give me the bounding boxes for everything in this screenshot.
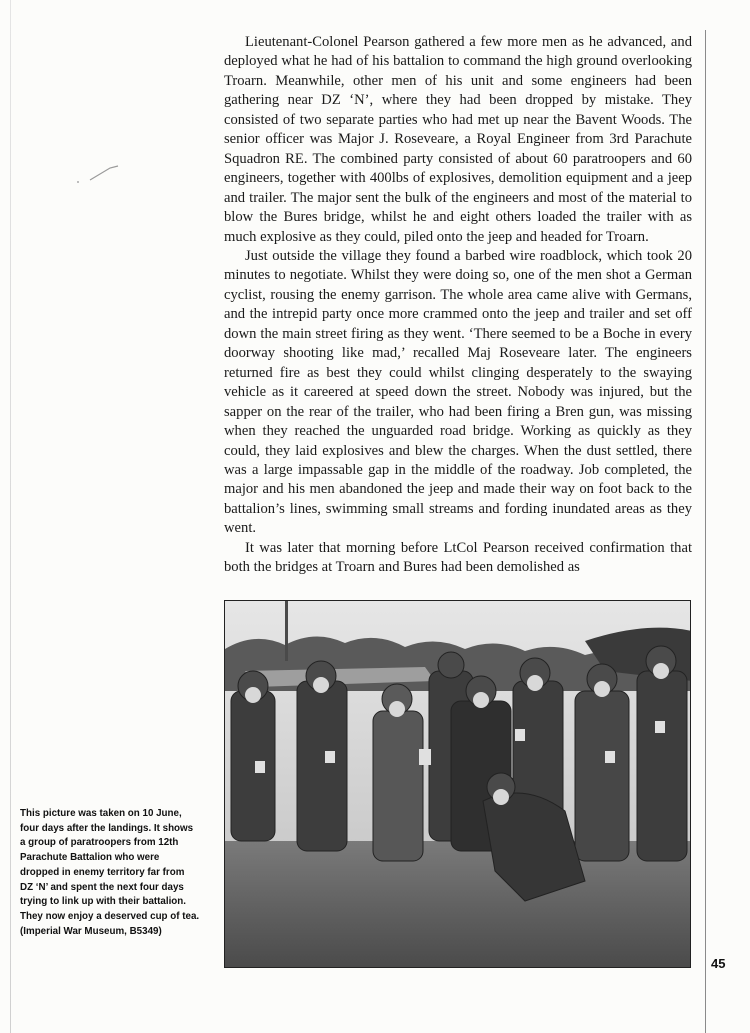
paragraph-2: Just outside the village they found a barbed wire roadblock, which took 20 minutes to negotiate. Whilst they were doing so, one of the men shot a German cyclist, rousing the enemy garrison. The whole area came alive with Germans, and the intrepid party once more crammed onto the jeep and trailer and set off down the main street firing as they went. ‘There seemed to be a Boche in every doorway shooting like mad,’ recalled Maj Roseveare later. The engineers returned fire as best they could whilst clinging desperately to the swaying vehicle as it careered at speed down the street. Nobody was injured, but the sapper on the rear of the trailer, who had been firing a Bren gun, was missing when they reached the unguarded road bridge. Working as quickly as they could, they laid explosives and blew the charges. When the dust settled, there was a large impassable gap in the middle of the roadway. Job completed, the major and his men abandoned the jeep and made their way on foot back to the battalion’s lines, swimming small streams and fording inundated areas as they went.: [224, 247, 692, 537]
photo-illustration: [225, 601, 691, 968]
paragraph-1: Lieutenant-Colonel Pearson gathered a few more men as he advanced, and deployed what he had of his battalion to command the high ground overlooking Troarn. Meanwhile, other men of his unit and some engineers had been gathering near DZ ‘N’, where they had been dropped by mistake. They consisted of two separate parties who had met up near the Bavent Woods. The senior officer was Major J. Roseveare, a Royal Engineer from 3rd Parachute Squadron RE. The combined party consisted of about 60 paratroopers and 60 engineers, together with 400lbs of explosives, demolition equipment and a jeep and trailer. The major sent the bulk of the engineers and most of the material to blow the Bures bridge, whilst he and eight others loaded the trailer with as much explosive as they could, piled onto the jeep and headed for Troarn.: [224, 34, 692, 245]
body-text-column: [224, 33, 692, 578]
scan-smudge: [70, 140, 130, 190]
page-number: 45: [711, 956, 726, 971]
page-left-edge: [10, 0, 11, 1033]
paratroopers-photo: [224, 600, 691, 968]
photo-caption: This picture was taken on 10 June, four days after the landings. It shows a group of paratroopers from 12th Parachute Battalion who were dropped in enemy territory far from DZ ‘N’ and spent the next four days trying to link up with their battalion. They now enjoy a deserved cup of tea. (Imperial War Museum, B5349): [20, 808, 200, 937]
column-rule: [705, 30, 706, 1033]
paragraph-3: It was later that morning before LtCol Pearson received confirmation that both the bridges at Troarn and Bures had been demolished as: [224, 539, 692, 576]
